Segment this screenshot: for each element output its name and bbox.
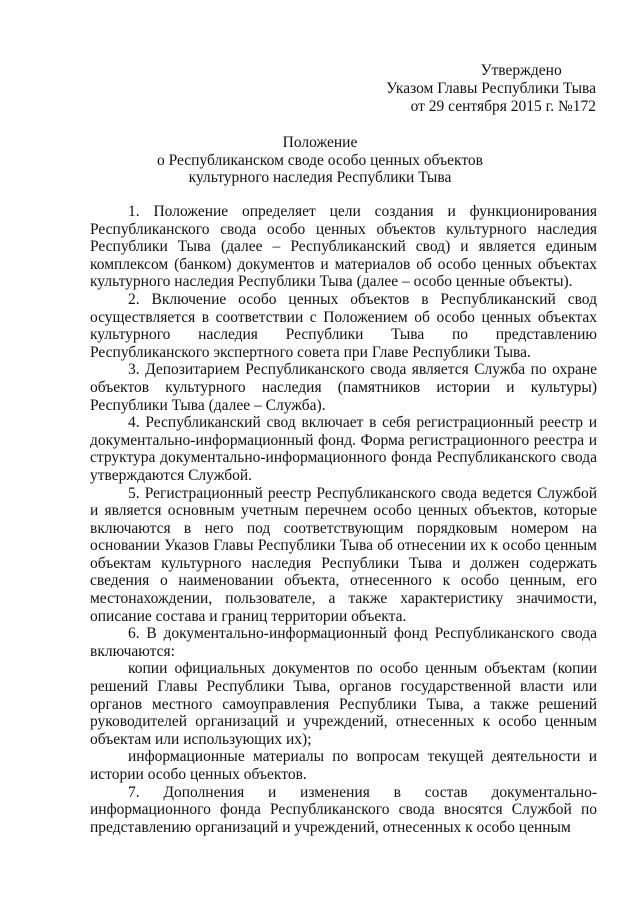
paragraph-7: 7. Дополнения и изменения в состав документально-информационного фонда Республиканского свода вносятся Службой по представлению организаций и учреждений, отнесенных к особо ценным bbox=[90, 783, 597, 836]
paragraph-6-item-2: информационные материалы по вопросам текущей деятельности и истории особо ценных объектов. bbox=[90, 748, 597, 783]
title-line-3: культурного наследия Республики Тыва bbox=[188, 169, 452, 186]
approval-stamp bbox=[386, 62, 596, 116]
paragraph-3: 3. Депозитарием Республиканского свода является Служба по охране объектов культурного наследия (памятников истории и культуры) Республики Тыва (далее – Служба). bbox=[90, 361, 597, 414]
title-line-1: Положение bbox=[282, 134, 358, 151]
paragraph-1: 1. Положение определяет цели создания и функционирования Республиканского свода особо ценных объектов культурного наследия Республики Тыва (далее – Республиканский свод) и является единым комплексом (банком) документов и материалов об особо ценных объектах культурного наследия Республики Тыва (далее – особо ценные объекты). bbox=[90, 203, 597, 291]
document-title bbox=[0, 134, 640, 187]
document-body bbox=[90, 203, 597, 836]
approval-date: от 29 сентября 2015 г. №172 bbox=[410, 98, 596, 115]
paragraph-4: 4. Республиканский свод включает в себя регистрационный реестр и документально-информационный фонд. Форма регистрационного реестра и структура документально-информационного фонда Республиканского свода утверждаются Службой. bbox=[90, 414, 597, 484]
paragraph-6: 6. В документально-информационный фонд Республиканского свода включаются: bbox=[90, 625, 597, 660]
approval-decree: Указом Главы Республики Тыва bbox=[386, 80, 596, 97]
approval-heading: Утверждено bbox=[480, 62, 562, 79]
title-line-2: о Республиканском своде особо ценных объектов bbox=[156, 151, 483, 169]
paragraph-2: 2. Включение особо ценных объектов в Республиканский свод осуществляется в соответствии с Положением об особо ценных объектах культурного наследия Республики Тыва по представлению Республиканского экспертного совета при Главе Республики Тыва. bbox=[90, 290, 597, 361]
paragraph-6-item-1: копии официальных документов по особо ценным объектам (копии решений Главы Республики Тыва, органов государственной власти или органов местного самоуправления Республики Тыва, а также решений руководителей организаций и учреждений, отнесенных к особо ценным объектам или использующих их); bbox=[90, 660, 597, 748]
paragraph-5: 5. Регистрационный реестр Республиканского свода ведется Службой и является основным учетным перечнем особо ценных объектов, которые включаются в него под соответствующим порядковым номером на основании Указов Главы Республики Тыва об отнесении их к особо ценным объектам культурного наследия Республики Тыва и должен содержать сведения о наименовании объекта, отнесенного к особо ценным, его местонахождении, пользователе, а также характеристику значимости, описание состава и границ территории объекта. bbox=[90, 484, 597, 625]
